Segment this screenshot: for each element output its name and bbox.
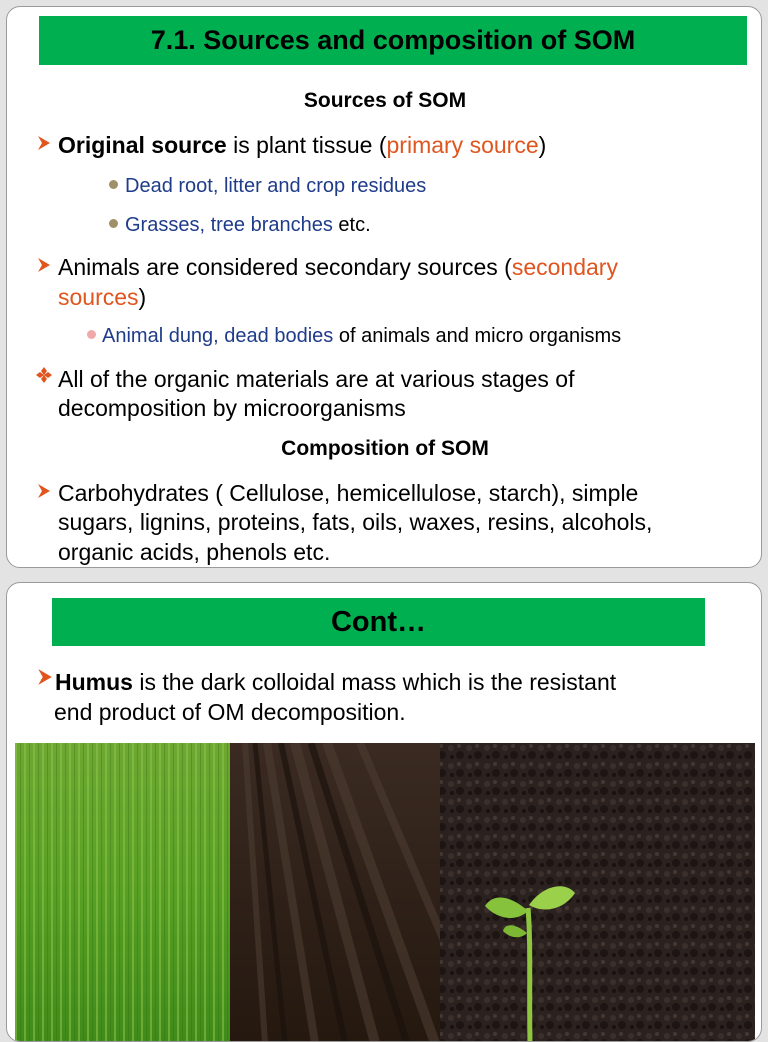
- bullet-carbohydrates-line1: Carbohydrates ( Cellulose, hemicellulose, starch), simple: [58, 480, 639, 506]
- diamond-icon: [36, 367, 52, 383]
- arrow-icon: [37, 668, 53, 686]
- highlight-text: sources: [58, 284, 139, 310]
- slide-title: Cont…: [52, 598, 705, 646]
- bullet-organic-materials-line2: decomposition by microorganisms: [58, 395, 406, 421]
- arrow-icon: [37, 135, 51, 151]
- dot-icon: [109, 180, 118, 189]
- text: ): [538, 132, 547, 158]
- bullet-original-source: [58, 130, 546, 160]
- bold-text: Humus: [55, 669, 133, 695]
- highlight-text: primary source: [386, 132, 539, 158]
- soil-field-photo: [15, 743, 755, 1042]
- arrow-icon: [37, 257, 51, 273]
- bold-text: Original source: [58, 132, 227, 158]
- text: etc.: [332, 214, 371, 236]
- sub-bullet-animal-dung: [102, 323, 621, 349]
- highlight-text: secondary: [511, 254, 618, 280]
- text: is plant tissue (: [226, 132, 387, 158]
- highlight-text: Animal dung, dead bodies: [102, 325, 334, 347]
- text: Animals are considered secondary sources (: [58, 254, 512, 280]
- bullet-animals-line1: [58, 252, 618, 282]
- slide-title: 7.1. Sources and composition of SOM: [39, 16, 747, 65]
- dot-icon: [109, 219, 118, 228]
- slide-cont: [6, 582, 762, 1042]
- sub-bullet-grasses: [125, 212, 371, 238]
- bullet-animals-line2: [58, 282, 146, 312]
- sources-heading: Sources of SOM: [303, 89, 467, 112]
- text: is the dark colloidal mass which is the resistant: [132, 669, 617, 695]
- highlight-text: Grasses, tree branches: [125, 214, 333, 236]
- sub-bullet-dead-root: Dead root, litter and crop residues: [125, 175, 427, 197]
- bullet-humus-line1: [55, 667, 616, 697]
- arrow-icon: [37, 483, 51, 499]
- slide-sources-composition: [6, 6, 762, 568]
- bullet-humus-line2: end product of OM decomposition.: [54, 699, 406, 725]
- text: of animals and micro organisms: [333, 325, 622, 347]
- grass-area: [15, 743, 240, 1042]
- dark-soil: [440, 743, 755, 1042]
- dot-icon: [87, 330, 96, 339]
- bullet-organic-materials-line1: All of the organic materials are at various stages of: [58, 366, 575, 392]
- text: ): [138, 284, 147, 310]
- bullet-carbohydrates-line3: organic acids, phenols etc.: [58, 539, 331, 565]
- bullet-carbohydrates-line2: sugars, lignins, proteins, fats, oils, waxes, resins, alcohols,: [58, 509, 653, 535]
- composition-heading: Composition of SOM: [281, 437, 489, 460]
